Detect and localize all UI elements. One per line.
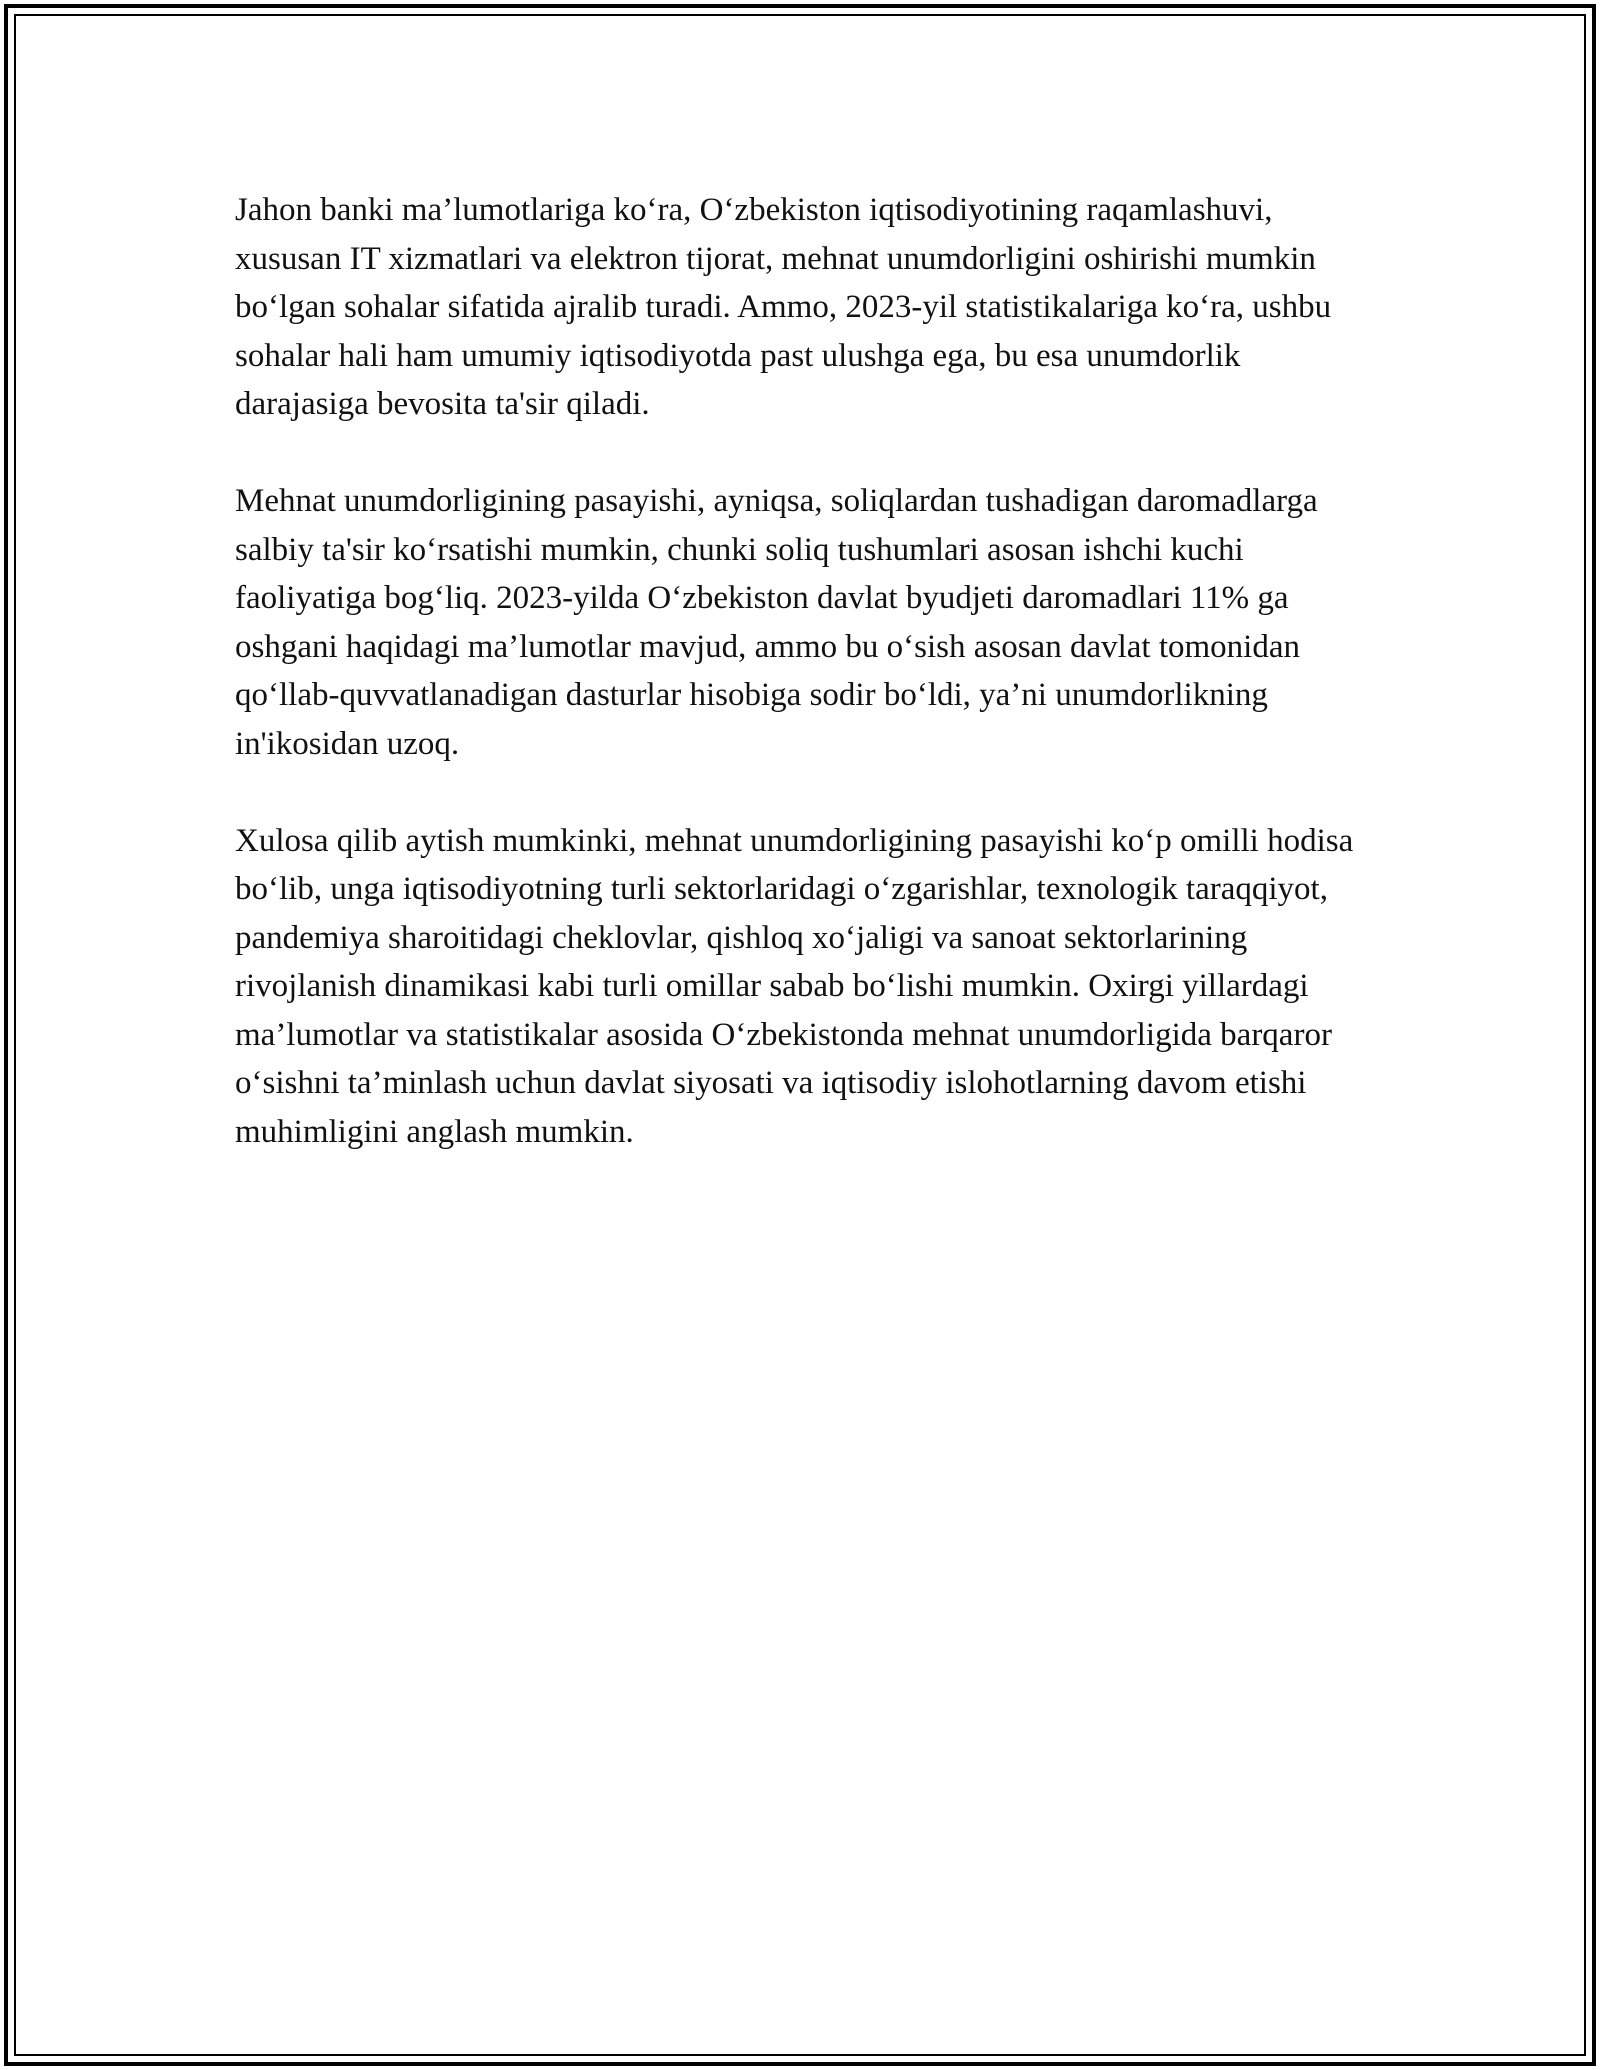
- paragraph-2: Mehnat unumdorligining pasayishi, ayniqsa, soliqlardan tushadigan daromadlarga salbiy ta'sir ko‘rsatishi mumkin, chunki soliq tushumlari asosan ishchi kuchi faoliyatiga bog‘liq. 2023-yilda O‘zbekiston davlat byudjeti daromadlari 11% ga oshgani haqidagi ma’lumotlar mavjud, ammo bu o‘sish asosan davlat tomonidan qo‘llab-quvvatlanadigan dasturlar hisobiga sodir bo‘ldi, ya’ni unumdorlikning in'ikosidan uzoq.: [235, 483, 1318, 762]
- paragraph-1: Jahon banki ma’lumotlariga ko‘ra, O‘zbekiston iqtisodiyotining raqamlashuvi, xususan IT xizmatlari va elektron tijorat, mehnat unumdorligini oshirishi mumkin bo‘lgan sohalar sifatida ajralib turadi. Ammo, 2023-yil statistikalariga ko‘ra, ushbu sohalar hali ham umumiy iqtisodiyotda past ulushga ega, bu esa unumdorlik darajasiga bevosita ta'sir qiladi.: [235, 192, 1332, 422]
- paragraph-3: Xulosa qilib aytish mumkinki, mehnat unumdorligining pasayishi ko‘p omilli hodisa bo‘lib, unga iqtisodiyotning turli sektorlaridagi o‘zgarishlar, texnologik taraqqiyot, pandemiya sharoitidagi cheklovlar, qishloq xo‘jaligi va sanoat sektorlarining rivojlanish dinamikasi kabi turli omillar sabab bo‘lishi mumkin. Oxirgi yillardagi ma’lumotlar va statistikalar asosida O‘zbekistonda mehnat unumdorligida barqaror o‘sishni ta’minlash uchun davlat siyosati va iqtisodiy islohotlarning davom etishi muhimligini anglash mumkin.: [235, 822, 1354, 1150]
- document-body: [235, 186, 1365, 1205]
